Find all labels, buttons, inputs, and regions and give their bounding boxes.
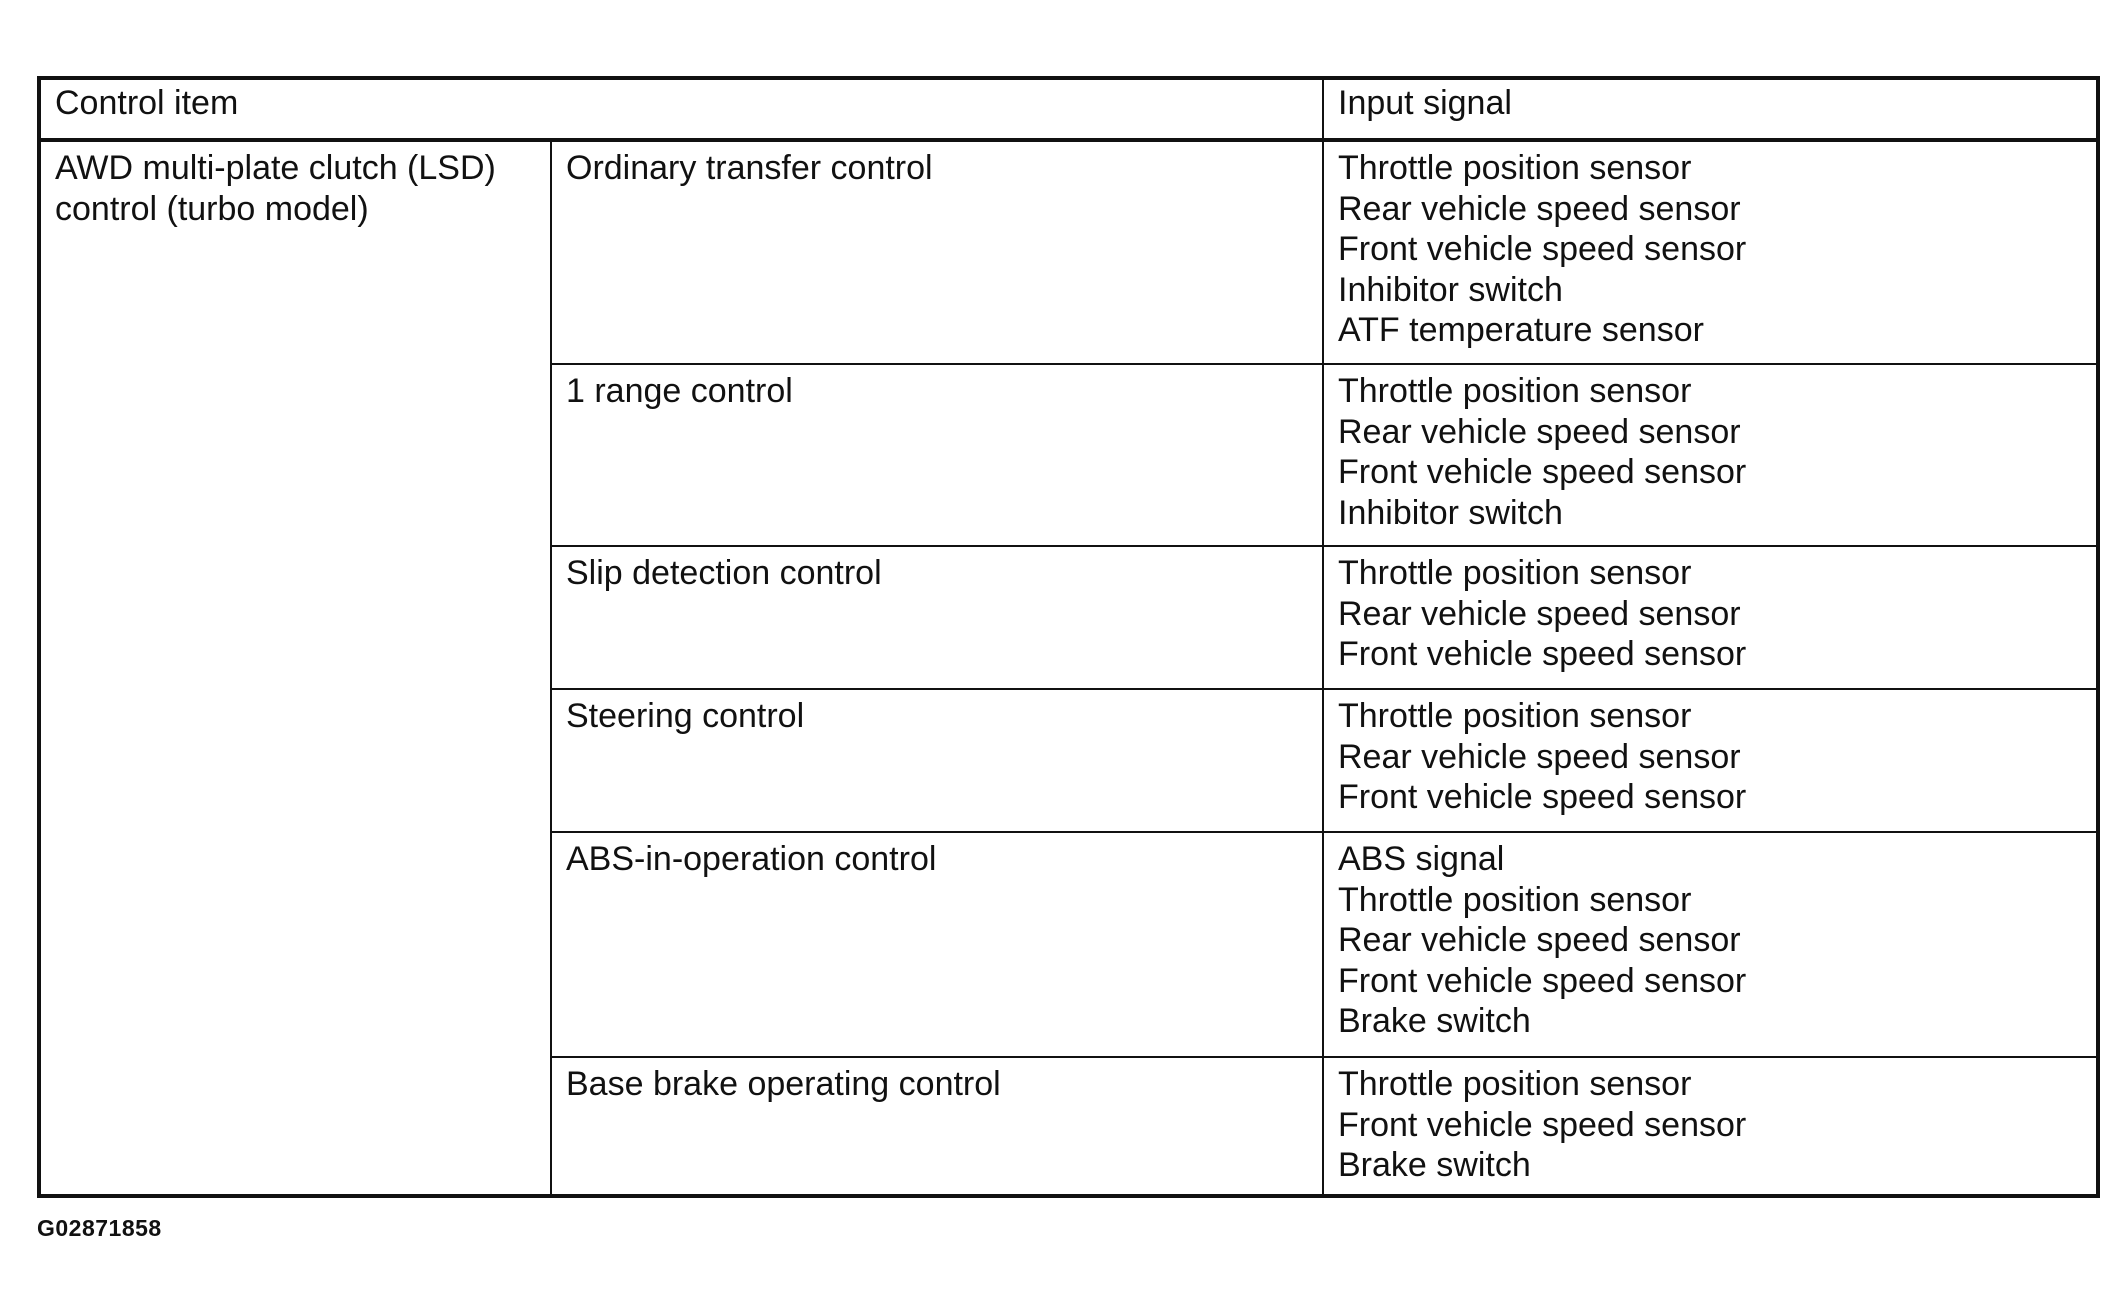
signal-item: ABS signal: [1338, 840, 1505, 878]
control-label: Ordinary transfer control: [566, 149, 933, 187]
header-input-signal: [1323, 78, 2098, 140]
signals-cell: [1323, 364, 2098, 546]
signal-item: Inhibitor switch: [1338, 270, 1563, 309]
signal-item: Throttle position sensor: [1338, 372, 1692, 410]
signal-item: Front vehicle speed sensor: [1338, 961, 1747, 1000]
header-control-item: [39, 78, 1323, 140]
signals-cell: [1323, 832, 2098, 1057]
control-label: Slip detection control: [566, 554, 882, 592]
table-header-row: [39, 78, 2098, 140]
signal-item: Rear vehicle speed sensor: [1338, 737, 1741, 776]
figure-id: G02871858: [37, 1215, 162, 1241]
control-label: ABS-in-operation control: [566, 840, 937, 878]
header-input-signal-label: Input signal: [1338, 84, 1512, 122]
group-label-line: control (turbo model): [55, 189, 369, 228]
signal-item: Front vehicle speed sensor: [1338, 1105, 1747, 1144]
signal-item: Brake switch: [1338, 1002, 1531, 1040]
signal-item: Throttle position sensor: [1338, 1065, 1692, 1103]
control-cell: [551, 546, 1323, 689]
control-label: 1 range control: [566, 372, 793, 410]
signal-item: Front vehicle speed sensor: [1338, 453, 1747, 491]
control-label: Base brake operating control: [566, 1065, 1001, 1103]
signal-item: Throttle position sensor: [1338, 697, 1692, 735]
control-cell: [551, 1057, 1323, 1196]
signal-item: Throttle position sensor: [1338, 554, 1692, 592]
control-cell: [551, 689, 1323, 832]
signals-cell: [1323, 1057, 2098, 1196]
signal-item: Inhibitor switch: [1338, 493, 1563, 532]
signal-item: Rear vehicle speed sensor: [1338, 189, 1741, 228]
signal-item: Rear vehicle speed sensor: [1338, 921, 1741, 959]
group-cell: [39, 140, 551, 1196]
signal-item: Throttle position sensor: [1338, 149, 1692, 187]
control-cell: [551, 832, 1323, 1057]
control-cell: [551, 364, 1323, 546]
signal-item: Front vehicle speed sensor: [1338, 230, 1747, 268]
signals-cell: [1323, 140, 2098, 364]
control-label: Steering control: [566, 697, 805, 735]
group-label-line: AWD multi-plate clutch (LSD): [55, 149, 496, 187]
table-row: [39, 140, 2098, 364]
control-input-table: [37, 76, 2100, 1198]
signals-cell: [1323, 546, 2098, 689]
control-cell: [551, 140, 1323, 364]
signals-cell: [1323, 689, 2098, 832]
signal-item: Brake switch: [1338, 1146, 1531, 1184]
signal-item: Rear vehicle speed sensor: [1338, 594, 1741, 633]
signal-item: Front vehicle speed sensor: [1338, 635, 1747, 673]
signal-item: ATF temperature sensor: [1338, 311, 1704, 349]
signal-item: Front vehicle speed sensor: [1338, 778, 1747, 816]
signal-item: Throttle position sensor: [1338, 880, 1692, 919]
signal-item: Rear vehicle speed sensor: [1338, 412, 1741, 451]
header-control-item-label: Control item: [55, 84, 239, 122]
